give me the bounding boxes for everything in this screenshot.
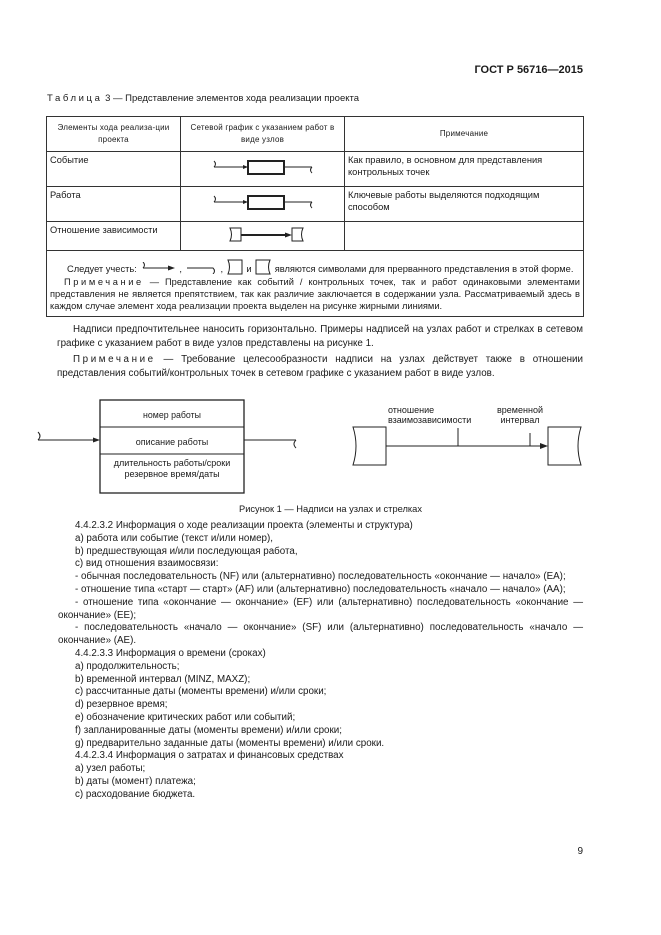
node-label-duration: длительность работы/сроки резервное время/даты [113, 458, 231, 479]
page-number: 9 [577, 846, 583, 857]
row-element: Работа [47, 187, 181, 222]
body-line: a) работа или событие (текст и/или номер), [75, 532, 273, 544]
body-line: d) резервное время; [75, 699, 168, 711]
node-open-right-icon [254, 259, 272, 275]
row-element: Отношение зависимости [47, 222, 181, 251]
task-symbol [181, 187, 345, 222]
table-note [50, 276, 580, 312]
body-line: c) рассчитанные даты (моменты времени) и/или сроки; [75, 686, 327, 698]
row-note: Ключевые работы выделяются подходящим способом [345, 187, 584, 222]
target-node [548, 427, 581, 465]
table-note-prefix: Примечание [64, 277, 144, 287]
table-footer-row [47, 251, 584, 317]
dependency-symbol [181, 222, 345, 251]
node-label-number: номер работы [143, 410, 201, 420]
body-line: c) вид отношения взаимосвязи: [75, 558, 219, 570]
consider-line: Следует учесть: , , и являются символами для прерванного представления в этой форме. [50, 259, 580, 276]
event-symbol [181, 152, 345, 187]
body-line: a) узел работы; [75, 763, 146, 775]
row-element: Событие [47, 152, 181, 187]
table-footer [47, 251, 584, 317]
table-row [47, 187, 584, 222]
table-caption-prefix: Таблица [47, 93, 103, 104]
body-line: 4.4.2.3.2 Информация о ходе реализации проекта (элементы и структура) [75, 520, 413, 531]
arrow-label-interval: временной интервал [497, 405, 543, 425]
body-line: 4.4.2.3.4 Информация о затратах и финансовых средствах [75, 750, 344, 762]
node-open-left-icon [226, 259, 244, 275]
body-line: b) временной интервал (MINZ, MAXZ); [75, 673, 251, 685]
arrow-end-icon [185, 262, 221, 274]
arrow-start-icon [139, 262, 179, 274]
body-line: b) предшествующая и/или последующая работа, [75, 545, 298, 557]
standard-header: ГОСТ Р 56716—2015 [474, 64, 583, 76]
row-note [345, 222, 584, 251]
body-line: - последовательность «начало — окончание» (SF) или (альтернативно) последовательность «начало — окончание» (AE). [58, 622, 583, 647]
note-2-prefix: Примечание [73, 354, 156, 365]
figure-caption: Рисунок 1 — Надписи на узлах и стрелках [239, 504, 422, 514]
consider-and: и [246, 264, 252, 274]
body-line: f) запланированные даты (моменты времени) и/или сроки; [75, 724, 342, 736]
body-line: g) предварительно заданные даты (моменты времени) и/или сроки. [75, 737, 385, 749]
body-line: - обычная последовательность (NF) или (альтернативно) последовательность «окончание — начало» (EA); [75, 571, 566, 583]
table-row [47, 152, 584, 187]
table-caption-text: 3 — Представление элементов хода реализации проекта [102, 93, 360, 104]
table-note-text: — Представление как событий / контрольных точек, так и работ одинаковыми элементами представления не является препятствием, так как различие заключается в содержании узла. Рассматриваемый здесь в каждом случае элемент хода реализации проекта выделен на рисунке жирными линиями. [50, 277, 580, 311]
consider-prefix: Следует учесть: [67, 264, 137, 274]
table-header-row [47, 117, 584, 152]
row-note: Как правило, в основном для представления контрольных точек [345, 152, 584, 187]
header-network: Сетевой график с указанием работ в виде узлов [181, 117, 345, 152]
paragraph-text: Надписи предпочтительнее наносить горизонтально. Примеры надписей на узлах работ и стрелках в сетевом графике с указанием работ в виде узлов представлены на рисунке 1. [57, 324, 583, 349]
header-note: Примечание [345, 117, 584, 152]
note-2-text: — Требование целесообразности надписи на узлах действует также в отношении представления событий/контрольных точек в сетевом графике с указанием работ в виде узлов. [57, 354, 583, 379]
table-row [47, 222, 584, 251]
node-label-description: описание работы [135, 437, 209, 447]
body-line: - отношение типа «окончание — окончание» (EF) или (альтернативно) последовательность «окончание — окончание» (EE); [58, 596, 583, 621]
consider-suffix: являются символами для прерванного представления в этой форме. [274, 264, 574, 274]
header-elements: Элементы хода реализа-ции проекта [47, 117, 181, 152]
incoming-arrow [38, 432, 94, 440]
table-3 [46, 116, 584, 317]
source-node [353, 427, 386, 465]
body-line: c) расходование бюджета. [75, 788, 196, 800]
body-line: b) даты (момент) платежа; [75, 775, 196, 787]
paragraph-labels [57, 323, 583, 350]
note-2 [57, 353, 583, 380]
arrow-label-dependency: отношение взаимозависимости [388, 405, 472, 425]
table-caption [47, 93, 359, 104]
body-line: 4.4.2.3.3 Информация о времени (сроках) [75, 647, 266, 659]
body-text [58, 520, 583, 802]
figure-1 [0, 395, 661, 505]
body-line: a) продолжительность; [75, 660, 180, 672]
body-line: - отношение типа «старт — старт» (AF) или (альтернативно) последовательность «начало — начало» (AA); [75, 583, 566, 595]
body-line: e) обозначение критических работ или событий; [75, 711, 296, 723]
